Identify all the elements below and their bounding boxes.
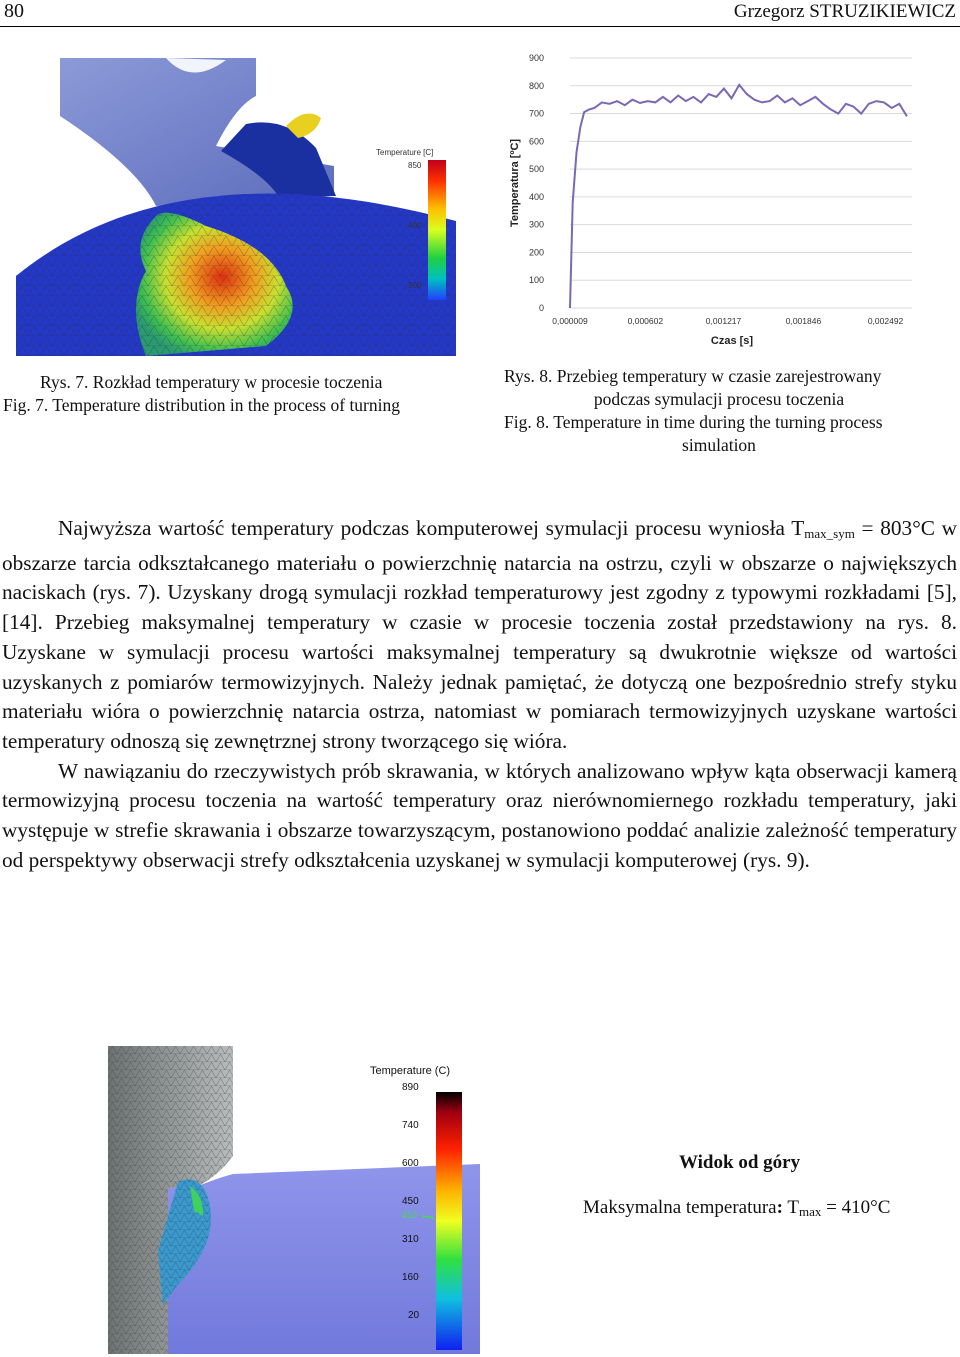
chart-y-tick-label: 400 <box>528 191 544 202</box>
chart-y-tick-label: 500 <box>528 164 544 175</box>
chart-x-tick-label: 0,000602 <box>627 316 664 326</box>
fig9-legend-tick: 450 <box>402 1196 419 1207</box>
fig9-max-label: Maksymalna temperatura <box>583 1197 777 1218</box>
fig9-workpiece-shape <box>168 1164 480 1354</box>
fig9-legend-title: Temperature (C) <box>370 1065 451 1077</box>
tmax-value: = 410°C <box>821 1197 891 1218</box>
fig9-legend-tick: 160 <box>402 1272 419 1283</box>
chart-x-tick-label: 0,002492 <box>867 316 904 326</box>
page-number: 80 <box>4 0 24 22</box>
fig8-caption-pl-line1: Rys. 8. Przebieg temperatury w czasie zarejestrowany <box>504 366 882 386</box>
fig9-max-temperature <box>583 1197 890 1220</box>
paragraph-1-start: Najwyższa wartość temperatury podczas komputerowej symulacji procesu wyniosła T <box>58 516 805 540</box>
chart-x-tick-label: 0,001846 <box>785 316 822 326</box>
body-text <box>2 514 957 875</box>
paragraph-2: W nawiązaniu do rzeczywistych prób skrawania, w których analizowano wpływ kąta obserwacji kamerą termowizyjną procesu toczenia na wartość temperatury oraz nierównomiernego rozkładu temperatury, jaki występuje w strefie skrawania i obszarze towarzyszącym, postanowiono poddać analizie zależność temperatury od perspektywy obserwacji strefy odkształcenia uzyskanej w symulacji komputerowej (rys. 9). <box>2 758 957 872</box>
fig7-legend-title: Temperature [C] <box>376 148 434 157</box>
fig9-legend-tick: 310 <box>402 1234 419 1245</box>
paragraph-1-rest: = 803°C w obszarze tarcia odkształcanego materiału o powierzchnię natarcia na ostrzu, czyli w obszarze o największych naciskach (rys. 7). Uzyskany drogą symulacji rozkład temperaturowy jest zgodny z typowymi rozkładami [5],[14]. Przebieg maksymalnej temperatury w czasie w procesie toczenia został przedstawiony na rys. 8. Uzyskane w symulacji procesu wartości maksymalnej temperatury są dwukrotnie większe od wartości uzyskanych z pomiarów termowizyjnych. Należy jednak pamiętać, że dotyczą one bezpośrednio strefy styku materiału wióra o powierzchnię natarcia ostrza, natomiast w pomiarach termowizyjnych uzyskane wartości temperatury odnoszą się zewnętrznej strony tworzącego się wióra. <box>2 516 957 753</box>
fig9-view-title: Widok od góry <box>679 1152 801 1173</box>
tmax-symbol: T <box>787 1197 799 1218</box>
fig8-line-chart <box>500 40 920 360</box>
chart-y-tick-label: 200 <box>528 247 544 258</box>
chart-y-tick-label: 700 <box>528 108 544 119</box>
chart-x-tick-label: 0,000009 <box>552 316 588 326</box>
paragraph-1 <box>2 514 957 757</box>
fig9-max-marker: 410 <box>402 1210 418 1220</box>
chart-y-tick-label: 600 <box>528 136 544 147</box>
fig9-simulation-image <box>108 1046 480 1354</box>
running-header-author: Grzegorz STRUZIKIEWICZ <box>733 1 956 22</box>
chart-y-tick-label: 900 <box>528 53 544 63</box>
tmax-subscript: max <box>798 1204 822 1219</box>
fig8-caption-en-line1: Fig. 8. Temperature in time during the turning process <box>504 412 883 432</box>
fig7-caption-en: Fig. 7. Temperature distribution in the process of turning <box>3 395 400 415</box>
fig8-caption-en-line2: simulation <box>682 435 756 455</box>
fig8-caption-pl-line2: podczas symulacji procesu toczenia <box>593 389 845 409</box>
fig7-color-legend <box>428 160 446 300</box>
tmax-sym-subscript: max_sym <box>804 526 855 541</box>
fig7-legend-tick: 400 <box>408 221 422 230</box>
chart-x-tick-label: 0,001217 <box>705 316 742 326</box>
header-rule <box>0 26 960 27</box>
chart-y-axis-label: Temperatura [ºC] <box>509 138 521 228</box>
chart-y-tick-label: 100 <box>528 275 544 286</box>
fig9-color-legend <box>436 1092 462 1350</box>
fig9-legend-tick: 600 <box>402 1158 419 1169</box>
fig9-legend-tick: 20 <box>408 1310 420 1321</box>
fig9-max-colon: : <box>776 1197 783 1218</box>
fig7-simulation-image <box>16 56 456 356</box>
chart-y-tick-label: 800 <box>528 80 544 91</box>
fig7-caption-pl: Rys. 7. Rozkład temperatury w procesie toczenia <box>40 372 383 392</box>
chart-y-tick-label: 300 <box>528 219 544 230</box>
chart-y-tick-label: 0 <box>538 303 544 313</box>
fig7-legend-tick: 850 <box>408 161 422 170</box>
fig9-legend-tick: 890 <box>402 1082 419 1093</box>
fig7-legend-tick: 200 <box>408 281 422 290</box>
chart-x-axis-label: Czas [s] <box>710 335 754 347</box>
fig9-legend-tick: 740 <box>402 1120 419 1131</box>
